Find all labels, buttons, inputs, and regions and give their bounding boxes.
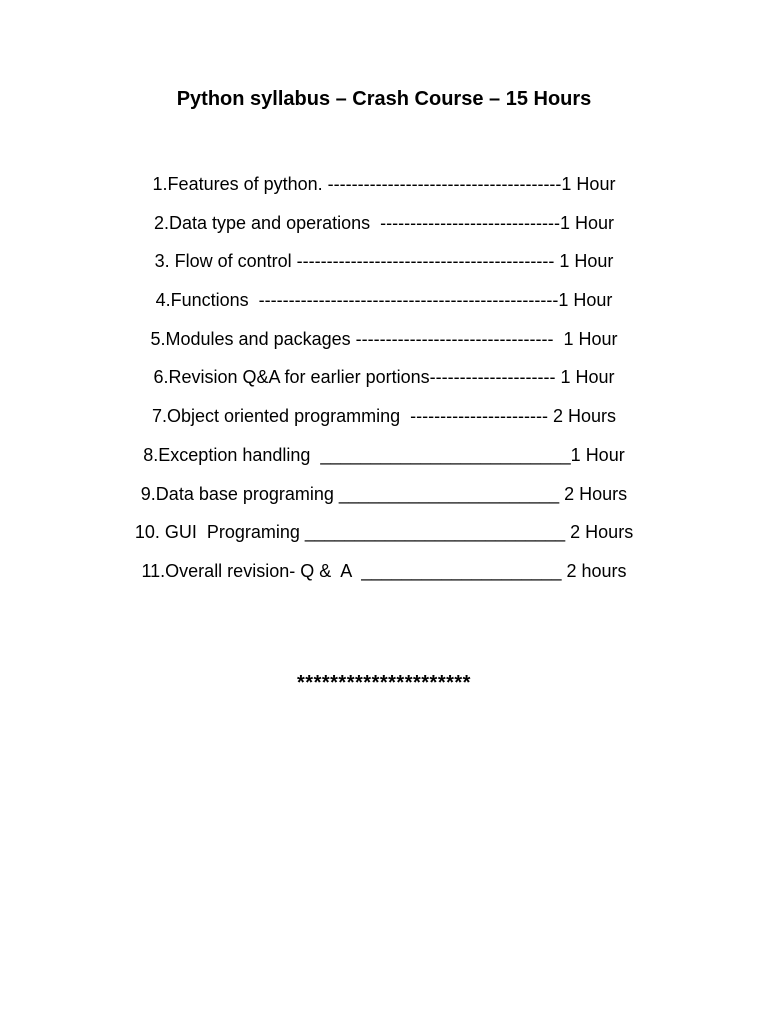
syllabus-item xyxy=(0,327,768,366)
syllabus-item-text: 5.Modules and packages --------------------------------- 1 Hour xyxy=(150,328,618,349)
syllabus-list xyxy=(0,172,768,598)
syllabus-item-text: 6.Revision Q&A for earlier portions--------------------- 1 Hour xyxy=(153,367,615,388)
syllabus-item-text: 10. GUI Programing __________________________ 2 Hours xyxy=(134,522,634,543)
footer-separator-stars: ********************* xyxy=(297,672,471,694)
syllabus-item xyxy=(0,172,768,211)
syllabus-item xyxy=(0,288,768,327)
syllabus-item xyxy=(0,365,768,404)
syllabus-item-text: 3. Flow of control ------------------------------------------- 1 Hour xyxy=(154,251,614,272)
syllabus-item xyxy=(0,404,768,443)
page-title: Python syllabus – Crash Course – 15 Hours xyxy=(176,88,592,110)
syllabus-item-text: 4.Functions --------------------------------------------------1 Hour xyxy=(155,290,613,311)
syllabus-item xyxy=(0,559,768,598)
syllabus-item-text: 7.Object oriented programming ----------------------- 2 Hours xyxy=(151,406,617,427)
syllabus-item xyxy=(0,249,768,288)
syllabus-item xyxy=(0,443,768,482)
syllabus-item-text: 1.Features of python. ---------------------------------------1 Hour xyxy=(152,174,616,194)
syllabus-item-text: 8.Exception handling _________________________1 Hour xyxy=(143,444,625,465)
syllabus-item xyxy=(0,482,768,521)
syllabus-item xyxy=(0,211,768,250)
syllabus-item-text: 9.Data base programing ______________________ 2 Hours xyxy=(140,483,628,504)
syllabus-item-text: 11.Overall revision- Q & A ____________________ 2 hours xyxy=(141,560,627,581)
syllabus-item-text: 2.Data type and operations ------------------------------1 Hour xyxy=(153,212,614,233)
syllabus-item xyxy=(0,520,768,559)
